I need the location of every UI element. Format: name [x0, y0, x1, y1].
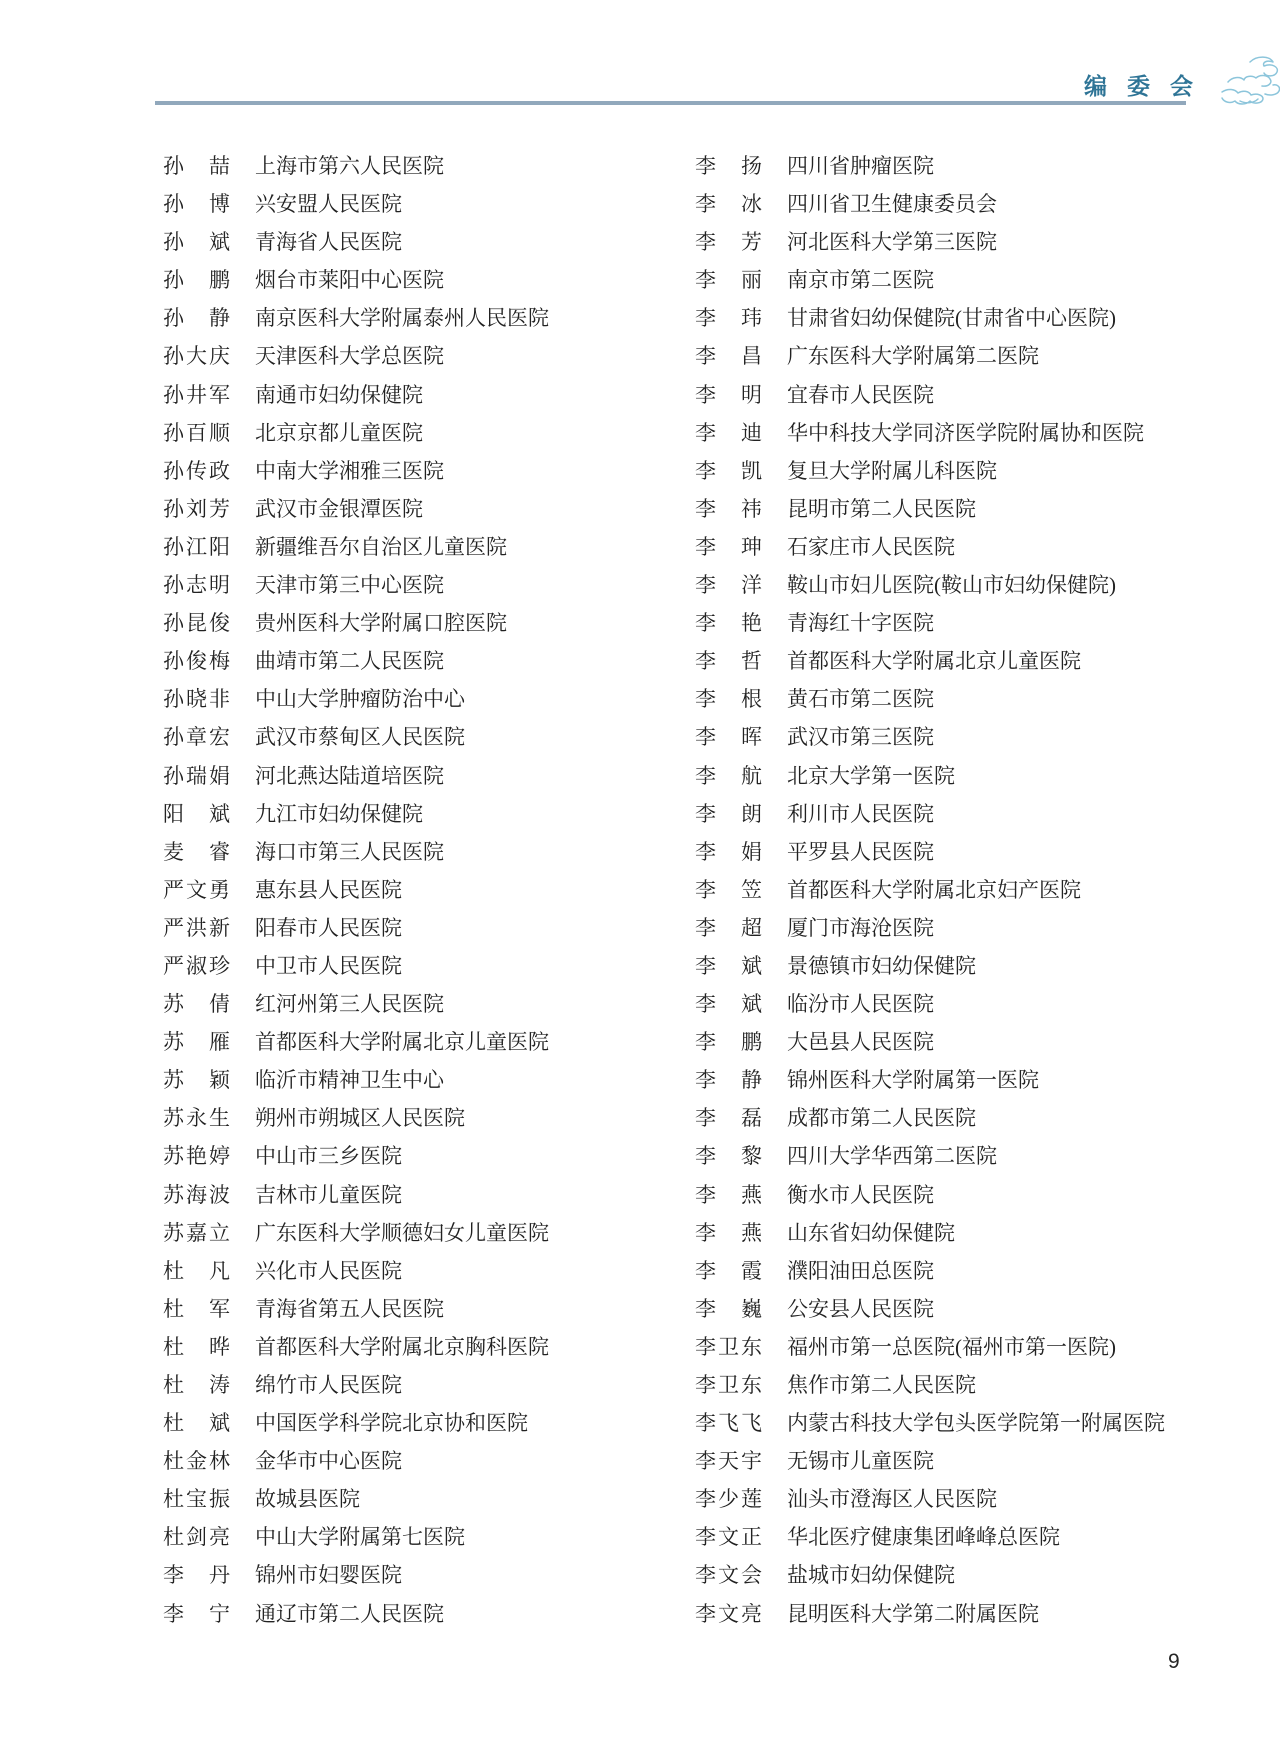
member-name: 严洪新 [163, 915, 230, 940]
member-affiliation: 吉林市儿童医院 [255, 1182, 402, 1207]
committee-entry [163, 528, 549, 566]
member-affiliation: 昆明医科大学第二附属医院 [787, 1601, 1039, 1626]
member-name: 苏颖 [163, 1068, 230, 1093]
member-affiliation: 武汉市蔡甸区人民医院 [255, 725, 465, 750]
member-name: 孙喆 [163, 154, 230, 178]
member-name: 杜宝振 [163, 1487, 230, 1512]
member-name: 孙传政 [163, 458, 230, 483]
committee-entry [695, 566, 1165, 604]
member-name: 阳斌 [163, 801, 230, 826]
member-affiliation: 惠东县人民医院 [255, 877, 402, 902]
member-name: 李斌 [695, 953, 762, 978]
member-name: 李航 [695, 763, 762, 788]
committee-entry [163, 261, 549, 299]
committee-entry [163, 1518, 549, 1556]
member-affiliation: 南京市第二医院 [787, 268, 934, 293]
member-affiliation: 首都医科大学附属北京胸科医院 [255, 1334, 549, 1359]
committee-entry [163, 1023, 549, 1061]
member-name: 李朗 [695, 801, 762, 826]
member-name: 李文亮 [695, 1601, 762, 1626]
member-affiliation: 石家庄市人民医院 [787, 534, 955, 559]
member-name: 李凯 [695, 458, 762, 483]
member-affiliation: 天津医科大学总医院 [255, 344, 444, 369]
committee-entry [695, 528, 1165, 566]
committee-entry [695, 909, 1165, 947]
member-affiliation: 中卫市人民医院 [255, 953, 402, 978]
member-affiliation: 青海省第五人民医院 [255, 1296, 444, 1321]
committee-entry [163, 1328, 549, 1366]
member-affiliation: 故城县医院 [255, 1487, 360, 1512]
member-name: 李静 [695, 1068, 762, 1093]
member-affiliation: 四川省卫生健康委员会 [787, 192, 997, 217]
member-name: 孙志明 [163, 573, 230, 598]
committee-entry [695, 1137, 1165, 1175]
page-number: 9 [1168, 1650, 1180, 1673]
member-name: 李斌 [695, 992, 762, 1017]
committee-entry [163, 1442, 549, 1480]
committee-entry [163, 1252, 549, 1290]
member-name: 苏雁 [163, 1030, 230, 1055]
member-name: 李燕 [695, 1220, 762, 1245]
member-affiliation: 中山市三乡医院 [255, 1144, 402, 1169]
committee-entry [163, 680, 549, 718]
committee-entry [163, 1061, 549, 1099]
committee-entry [163, 185, 549, 223]
member-name: 苏永生 [163, 1106, 230, 1131]
member-name: 孙井军 [163, 382, 230, 407]
member-name: 李少莲 [695, 1487, 762, 1512]
committee-entry [163, 1480, 549, 1518]
member-affiliation: 濮阳油田总医院 [787, 1258, 934, 1283]
member-affiliation: 武汉市金银潭医院 [255, 496, 423, 521]
member-name: 苏海波 [163, 1182, 230, 1207]
member-name: 杜凡 [163, 1258, 230, 1283]
member-name: 孙晓非 [163, 687, 230, 712]
committee-entry [163, 337, 549, 375]
committee-entry [163, 376, 549, 414]
committee-entry [163, 642, 549, 680]
member-affiliation: 阳春市人民医院 [255, 915, 402, 940]
member-affiliation: 公安县人民医院 [787, 1296, 934, 1321]
member-name: 孙昆俊 [163, 611, 230, 636]
member-affiliation: 海口市第三人民医院 [255, 839, 444, 864]
page-title: 编委会 [1084, 73, 1213, 99]
committee-entry [163, 1290, 549, 1328]
committee-entry [695, 223, 1165, 261]
member-affiliation: 昆明市第二人民医院 [787, 496, 976, 521]
committee-entry [163, 1137, 549, 1175]
committee-column-right [695, 147, 1165, 1633]
committee-entry [695, 1061, 1165, 1099]
member-affiliation: 华北医疗健康集团峰峰总医院 [787, 1525, 1060, 1550]
member-name: 李珅 [695, 534, 762, 559]
member-name: 李宁 [163, 1601, 230, 1626]
member-name: 孙博 [163, 192, 230, 217]
member-name: 孙俊梅 [163, 649, 230, 674]
committee-entry [695, 1252, 1165, 1290]
member-affiliation: 通辽市第二人民医院 [255, 1601, 444, 1626]
member-affiliation: 山东省妇幼保健院 [787, 1220, 955, 1245]
committee-entry [163, 757, 549, 795]
member-affiliation: 曲靖市第二人民医院 [255, 649, 444, 674]
auspicious-cloud-icon [1216, 48, 1280, 112]
committee-entry [695, 1518, 1165, 1556]
member-affiliation: 金华市中心医院 [255, 1449, 402, 1474]
committee-entry [163, 299, 549, 337]
member-affiliation: 厦门市海沧医院 [787, 915, 934, 940]
member-affiliation: 复旦大学附属儿科医院 [787, 458, 997, 483]
member-name: 苏嘉立 [163, 1220, 230, 1245]
member-name: 杜斌 [163, 1411, 230, 1436]
member-affiliation: 鞍山市妇儿医院(鞍山市妇幼保健院) [787, 573, 1116, 598]
member-affiliation: 广东医科大学附属第二医院 [787, 344, 1039, 369]
member-name: 李根 [695, 687, 762, 712]
member-name: 李祎 [695, 496, 762, 521]
member-name: 李鹏 [695, 1030, 762, 1055]
member-name: 李明 [695, 382, 762, 407]
member-name: 李卫东 [695, 1373, 762, 1397]
member-affiliation: 内蒙古科技大学包头医学院第一附属医院 [787, 1411, 1165, 1436]
member-affiliation: 烟台市莱阳中心医院 [255, 268, 444, 293]
member-affiliation: 中国医学科学院北京协和医院 [255, 1411, 528, 1436]
member-affiliation: 四川省肿瘤医院 [787, 154, 934, 178]
member-affiliation: 青海红十字医院 [787, 611, 934, 636]
committee-entry [695, 414, 1165, 452]
member-affiliation: 衡水市人民医院 [787, 1182, 934, 1207]
member-affiliation: 中山大学肿瘤防治中心 [255, 687, 465, 712]
committee-entry [163, 947, 549, 985]
member-affiliation: 北京大学第一医院 [787, 763, 955, 788]
member-name: 李磊 [695, 1106, 762, 1131]
committee-entry [695, 833, 1165, 871]
committee-entry [695, 1176, 1165, 1214]
member-affiliation: 四川大学华西第二医院 [787, 1144, 997, 1169]
committee-entry [695, 1404, 1165, 1442]
member-affiliation: 九江市妇幼保健院 [255, 801, 423, 826]
member-name: 杜军 [163, 1296, 230, 1321]
member-affiliation: 利川市人民医院 [787, 801, 934, 826]
member-name: 李卫东 [695, 1334, 762, 1359]
member-name: 李艳 [695, 611, 762, 636]
committee-entry [163, 1366, 549, 1404]
committee-entry [695, 757, 1165, 795]
member-name: 孙瑞娟 [163, 763, 230, 788]
committee-entry [695, 1442, 1165, 1480]
member-name: 李昌 [695, 344, 762, 369]
member-affiliation: 景德镇市妇幼保健院 [787, 953, 976, 978]
committee-entry [163, 566, 549, 604]
committee-entry [695, 261, 1165, 299]
member-name: 李冰 [695, 192, 762, 217]
committee-entry [163, 833, 549, 871]
member-affiliation: 无锡市儿童医院 [787, 1449, 934, 1474]
member-name: 李娟 [695, 839, 762, 864]
member-affiliation: 平罗县人民医院 [787, 839, 934, 864]
member-affiliation: 上海市第六人民医院 [255, 154, 444, 178]
member-name: 李晖 [695, 725, 762, 750]
committee-entry [695, 642, 1165, 680]
member-affiliation: 黄石市第二医院 [787, 687, 934, 712]
member-name: 李燕 [695, 1182, 762, 1207]
member-affiliation: 朔州市朔城区人民医院 [255, 1106, 465, 1131]
member-name: 孙斌 [163, 230, 230, 255]
committee-entry [163, 223, 549, 261]
member-name: 孙刘芳 [163, 496, 230, 521]
committee-entry [695, 452, 1165, 490]
member-name: 苏艳婷 [163, 1144, 230, 1169]
committee-entry [695, 1099, 1165, 1137]
committee-entry [695, 985, 1165, 1023]
committee-entry [695, 1023, 1165, 1061]
member-name: 李丽 [695, 268, 762, 293]
member-name: 李天宇 [695, 1449, 762, 1474]
member-name: 孙鹏 [163, 268, 230, 293]
member-affiliation: 天津市第三中心医院 [255, 573, 444, 598]
member-name: 李笠 [695, 877, 762, 902]
committee-entry [695, 1480, 1165, 1518]
member-affiliation: 河北医科大学第三医院 [787, 230, 997, 255]
member-name: 杜涛 [163, 1373, 230, 1397]
member-name: 孙章宏 [163, 725, 230, 750]
member-affiliation: 甘肃省妇幼保健院(甘肃省中心医院) [787, 306, 1116, 331]
committee-entry [163, 1404, 549, 1442]
member-affiliation: 华中科技大学同济医学院附属协和医院 [787, 420, 1144, 445]
committee-entry [695, 1290, 1165, 1328]
member-name: 李丹 [163, 1563, 230, 1588]
committee-entry [695, 604, 1165, 642]
member-name: 李玮 [695, 306, 762, 331]
committee-entry [695, 185, 1165, 223]
member-affiliation: 贵州医科大学附属口腔医院 [255, 611, 507, 636]
member-affiliation: 北京京都儿童医院 [255, 420, 423, 445]
committee-entry [163, 1595, 549, 1633]
member-name: 李哲 [695, 649, 762, 674]
member-affiliation: 锦州医科大学附属第一医院 [787, 1068, 1039, 1093]
committee-entry [695, 376, 1165, 414]
committee-entry [163, 1556, 549, 1594]
committee-column-left [163, 147, 549, 1633]
member-name: 李霞 [695, 1258, 762, 1283]
member-affiliation: 成都市第二人民医院 [787, 1106, 976, 1131]
member-affiliation: 兴化市人民医院 [255, 1258, 402, 1283]
member-affiliation: 宜春市人民医院 [787, 382, 934, 407]
member-name: 孙江阳 [163, 534, 230, 559]
committee-entry [695, 1595, 1165, 1633]
member-name: 孙百顺 [163, 420, 230, 445]
committee-entry [163, 490, 549, 528]
committee-entry [695, 1328, 1165, 1366]
committee-entry [695, 299, 1165, 337]
member-name: 李迪 [695, 420, 762, 445]
committee-entry [163, 795, 549, 833]
committee-entry [695, 147, 1165, 185]
committee-entry [695, 1366, 1165, 1404]
member-name: 孙静 [163, 306, 230, 331]
committee-entry [695, 871, 1165, 909]
member-name: 李黎 [695, 1144, 762, 1169]
member-affiliation: 红河州第三人民医院 [255, 992, 444, 1017]
committee-entry [695, 1556, 1165, 1594]
committee-entry [695, 337, 1165, 375]
member-name: 严淑珍 [163, 953, 230, 978]
committee-entry [695, 490, 1165, 528]
member-affiliation: 青海省人民医院 [255, 230, 402, 255]
committee-entry [163, 414, 549, 452]
member-name: 李扬 [695, 154, 762, 178]
member-affiliation: 兴安盟人民医院 [255, 192, 402, 217]
member-affiliation: 首都医科大学附属北京妇产医院 [787, 877, 1081, 902]
member-name: 麦睿 [163, 839, 230, 864]
member-affiliation: 中山大学附属第七医院 [255, 1525, 465, 1550]
member-affiliation: 汕头市澄海区人民医院 [787, 1487, 997, 1512]
member-affiliation: 大邑县人民医院 [787, 1030, 934, 1055]
member-affiliation: 河北燕达陆道培医院 [255, 763, 444, 788]
committee-entry [695, 1214, 1165, 1252]
header-rule [155, 101, 1186, 105]
member-name: 苏倩 [163, 992, 230, 1017]
committee-entry [163, 985, 549, 1023]
committee-entry [163, 452, 549, 490]
member-name: 孙大庆 [163, 344, 230, 369]
member-affiliation: 首都医科大学附属北京儿童医院 [787, 649, 1081, 674]
member-affiliation: 南京医科大学附属泰州人民医院 [255, 306, 549, 331]
member-name: 李文正 [695, 1525, 762, 1550]
committee-entry [163, 871, 549, 909]
member-name: 杜金林 [163, 1449, 230, 1474]
member-affiliation: 中南大学湘雅三医院 [255, 458, 444, 483]
member-name: 李文会 [695, 1563, 762, 1588]
member-affiliation: 广东医科大学顺德妇女儿童医院 [255, 1220, 549, 1245]
member-affiliation: 绵竹市人民医院 [255, 1373, 402, 1397]
member-affiliation: 临汾市人民医院 [787, 992, 934, 1017]
member-name: 杜晔 [163, 1334, 230, 1359]
member-affiliation: 首都医科大学附属北京儿童医院 [255, 1030, 549, 1055]
committee-entry [695, 718, 1165, 756]
committee-entry [695, 947, 1165, 985]
member-name: 李飞飞 [695, 1411, 762, 1436]
member-name: 李超 [695, 915, 762, 940]
committee-entry [163, 1176, 549, 1214]
member-affiliation: 锦州市妇婴医院 [255, 1563, 402, 1588]
committee-entry [163, 718, 549, 756]
member-affiliation: 新疆维吾尔自治区儿童医院 [255, 534, 507, 559]
committee-entry [163, 1099, 549, 1137]
committee-entry [163, 909, 549, 947]
member-affiliation: 福州市第一总医院(福州市第一医院) [787, 1334, 1116, 1359]
member-affiliation: 盐城市妇幼保健院 [787, 1563, 955, 1588]
member-name: 严文勇 [163, 877, 230, 902]
member-affiliation: 临沂市精神卫生中心 [255, 1068, 444, 1093]
member-name: 李洋 [695, 573, 762, 598]
committee-entry [695, 795, 1165, 833]
committee-entry [695, 680, 1165, 718]
committee-entry [163, 147, 549, 185]
member-affiliation: 南通市妇幼保健院 [255, 382, 423, 407]
committee-entry [163, 1214, 549, 1252]
committee-entry [163, 604, 549, 642]
member-name: 李芳 [695, 230, 762, 255]
member-name: 杜剑亮 [163, 1525, 230, 1550]
member-affiliation: 焦作市第二人民医院 [787, 1373, 976, 1397]
member-affiliation: 武汉市第三医院 [787, 725, 934, 750]
member-name: 李巍 [695, 1296, 762, 1321]
